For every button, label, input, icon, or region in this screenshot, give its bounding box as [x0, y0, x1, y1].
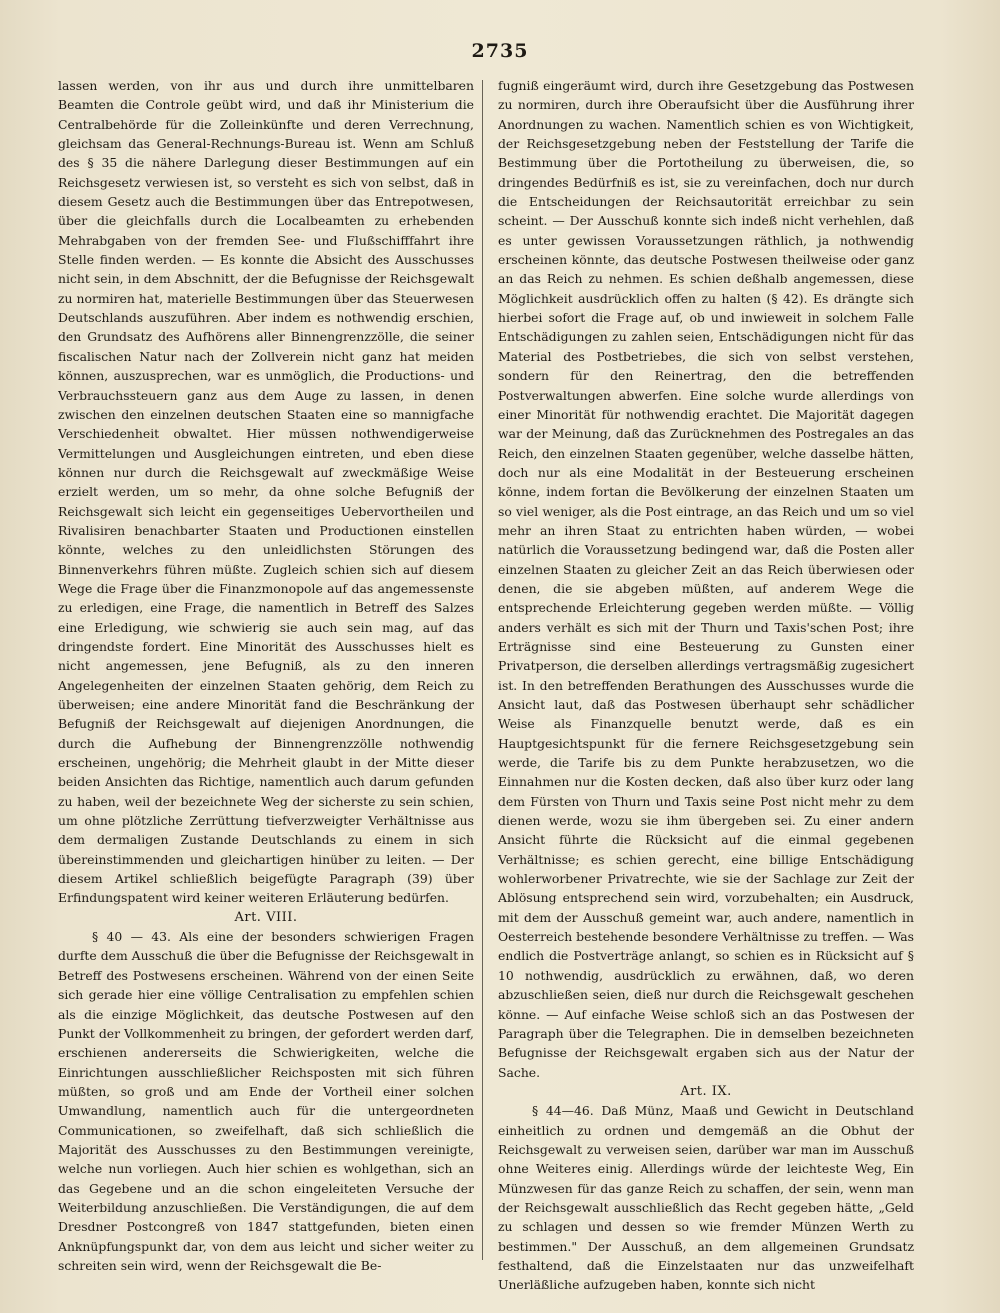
article-heading-ix: Art. IX. — [680, 1083, 732, 1099]
left-paragraph-1: lassen werden, von ihr aus und durch ihre unmittelbaren Beamten die Controle geübt wird, und daß ihr Ministerium die Centralbehörde für die Zolleinkünfte und deren Verrechnung, gleichsam das General-Rechnungs-Bureau ist. Wenn am Schluß des § 35 die nähere Darlegung dieser Bestimmungen auf ein Reichsgesetz verwiesen ist, so versteht es sich von selbst, daß in diesem Gesetz auch die Bestimmungen über das Entrepotwesen, über die gleichfalls durch die Localbeamten zu erhebenden Mehrabgaben von der fremden See- und Flußschifffahrt ihre Stelle finden werden. — Es konnte die Absicht des Ausschusses nicht sein, in dem Abschnitt, der die Befugnisse der Reichsgewalt zu normiren hat, materielle Bestimmungen über das Steuerwesen Deutschlands auszuführen. Aber indem es nothwendig erschien, den Grundsatz des Aufhörens aller Binnengrenzzölle, die seiner fiscalischen Natur nach der Zollverein nicht ganz hat meiden können, auszusprechen, war es unmöglich, die Productions- und Verbrauchssteuern ganz aus dem Auge zu lassen, in denen zwischen den einzelnen deutschen Staaten eine so mannigfache Verschiedenheit obwaltet. Hier müssen nothwendigerweise Vermittelungen und Ausgleichungen eintreten, und eben diese können nur durch die Reichsgewalt auf zweckmäßige Weise erzielt werden, um so mehr, da ohne solche Befugniß der Reichsgewalt sich leicht ein gegenseitiges Uebervortheilen und Rivalisiren benachbarter Staaten und Productionen einstellen könnte, welches zu den unleidlichsten Störungen des Binnenverkehrs führen müßte. Zugleich schien sich auf diesem Wege die Frage über die Finanzmonopole auf das angemessenste zu erledigen, eine Frage, die namentlich in Betreff des Salzes eine Erledigung, wie schwierig sie auch sein mag, auf das dringendste fordert. Eine Minorität des Ausschusses hielt es nicht angemessen, jene Befugniß, als zu den inneren Angelegenheiten der einzelnen Staaten gehörig, dem Reich zu überweisen; eine andere Minorität fand die Beschränkung der Befugniß der Reichsgewalt auf diejenigen Anordnungen, die durch die Aufhebung der Binnengrenzzölle nothwendig erscheinen, ungehörig; die Mehrheit glaubt in der Mitte dieser beiden Ansichten das Richtige, namentlich auch darum gefunden zu haben, weil der bezeichnete Weg der sicherste zu sein schien, um ohne plötzliche Zerrüttung tiefverzweigter Verhältnisse aus dem dermaligen Zustande Deutschlands zu einem in sich übereinstimmenden und gleichartigen hinüber zu leiten. — Der diesem Artikel schließlich beigefügte Paragraph (39) über Erfindungspatent wird keiner weiteren Erläuterung bedürfen. — [58, 78, 474, 906]
column-divider — [482, 80, 483, 1260]
right-paragraph-2: § 44—46. Daß Münz, Maaß und Gewicht in Deutschland einheitlich zu ordnen und demgemäß an die Obhut der Reichsgewalt zu verweisen seien, darüber war man im Ausschuß ohne Weiteres einig. Allerdings würde der leichteste Weg, Ein Münzwesen für das ganze Reich zu schaffen, der sein, wenn man der Reichsgewalt ausschließlich das Recht gegeben hätte, „Geld zu schlagen und dessen so wie fremder Münzen Werth zu bestimmen." Der Ausschuß, an dem allgemeinen Grundsatz festhaltend, daß die Einzelstaaten nur das unzweifelhaft Unerläßliche aufzugeben haben, konnte sich nicht — [498, 1103, 914, 1293]
left-column — [58, 76, 474, 1296]
left-paragraph-2: § 40 — 43. Als eine der besonders schwierigen Fragen durfte dem Ausschuß die über die Befugnisse der Reichsgewalt in Betreff des Postwesens erscheinen. Während von der einen Seite sich gerade hier eine völlige Centralisation zu empfehlen schien als die einzige Möglichkeit, das deutsche Postwesen auf den Punkt der Vollkommenheit zu bringen, der gefordert werden darf, erschienen andererseits die Schwierigkeiten, welche die Einrichtungen ausschließlicher Reichsposten mit sich führen müßten, so groß und am Ende der Vortheil einer solchen Umwandlung, namentlich auch für die untergeordneten Communicationen, so zweifelhaft, daß sich schließlich die Majorität des Ausschusses zu den Bestimmungen vereinigte, welche nun vorliegen. Auch hier schien es wohlgethan, sich an das Gegebene und an die schon eingeleiteten Versuche der Weiterbildung anzuschließen. Die Verständigungen, die auf dem Dresdner Postcongreß von 1847 stattgefunden, bieten einen Anknüpfungspunkt dar, von dem aus leicht und sicher weiter zu schreiten sein wird, wenn der Reichsgewalt die Be- — [58, 929, 474, 1273]
article-heading-viii: Art. VIII. — [234, 909, 298, 925]
right-column — [498, 76, 914, 1296]
right-paragraph-1: fugniß eingeräumt wird, durch ihre Gesetzgebung das Postwesen zu normiren, durch ihre Oberaufsicht über die Ausführung ihrer Anordnungen zu wachen. Namentlich schien es von Wichtigkeit, der Reichsgesetzgebung neben der Feststellung der Tarife die Bestimmung über die Portotheilung zu überweisen, die, so dringendes Bedürfniß es ist, sie zu vereinfachen, doch nur durch die Entscheidungen der Reichsautorität erreichbar zu sein scheint. — Der Ausschuß konnte sich indeß nicht verhehlen, daß es unter gewissen Voraussetzungen räthlich, ja nothwendig erscheinen könnte, das deutsche Postwesen theilweise oder ganz an das Reich zu nehmen. Es schien deßhalb angemessen, diese Möglichkeit ausdrücklich offen zu halten (§ 42). Es drängte sich hierbei sofort die Frage auf, ob und inwieweit in solchem Falle Entschädigungen zu zahlen seien, Entschädigungen nicht für das Material des Postbetriebes, die sich von selbst verstehen, sondern für den Reinertrag, den die betreffenden Postverwaltungen abwerfen. Eine solche wurde allerdings von einer Minorität für nothwendig erachtet. Die Majorität dagegen war der Meinung, daß das Zurücknehmen des Postregales an das Reich, den einzelnen Staaten gegenüber, welche dasselbe hätten, doch nur als eine Modalität in der Besteuerung erscheinen könne, indem fortan die Bevölkerung der einzelnen Staaten um so viel weniger, als die Post eintrage, an das Reich und um so viel mehr an ihren Staat zu entrichten haben würden, — wobei natürlich die Voraussetzung bedingend war, daß die Posten aller einzelnen Staaten zu gleicher Zeit an das Reich überwiesen oder denen, die sie abgeben müßten, auf anderem Wege die entsprechende Erleichterung gegeben werden müßte. — Völlig anders verhält es sich mit der Thurn und Taxis'schen Post; ihre Erträgnisse sind eine Besteuerung zu Gunsten einer Privatperson, die derselben allerdings vertragsmäßig zugesichert ist. In den betreffenden Berathungen des Ausschusses wurde die Ansicht laut, daß das Postwesen überhaupt sehr schädlicher Weise als Finanzquelle benutzt werde, daß es ein Hauptgesichtspunkt für die fernere Reichsgesetzgebung sein werde, die Tarife bis zu dem Punkte herabzusetzen, wo die Einnahmen nur die Kosten decken, daß also über kurz oder lang dem Fürsten von Thurn und Taxis seine Post nicht mehr zu dem dienen werde, wozu sie ihm übergeben sei. Zu einer andern Ansicht führte die Rücksicht auf die einmal gegebenen Verhältnisse; es schien gerecht, eine billige Entschädigung wohlerworbener Privatrechte, wie sie der Sachlage zur Zeit der Ablösung entsprechend sein wird, vorzubehalten; ein Ausdruck, mit dem der Ausschuß gemeint war, auch andere, namentlich in Oesterreich bestehende besondere Verhältnisse zu treffen. — Was endlich die Postverträge anlangt, so schien es in Rücksicht auf § 10 nothwendig, ausdrücklich zu erwähnen, daß, wo deren abzuschließen seien, dieß nur durch die Reichsgewalt geschehen könne. — Auf einfache Weise schloß sich an das Postwesen der Paragraph über die Telegraphen. Die in demselben bezeichneten Befugnisse der Reichsgewalt ergaben sich aus der Natur der Sache. — [498, 78, 914, 1080]
page-number: 2735 — [471, 40, 529, 62]
